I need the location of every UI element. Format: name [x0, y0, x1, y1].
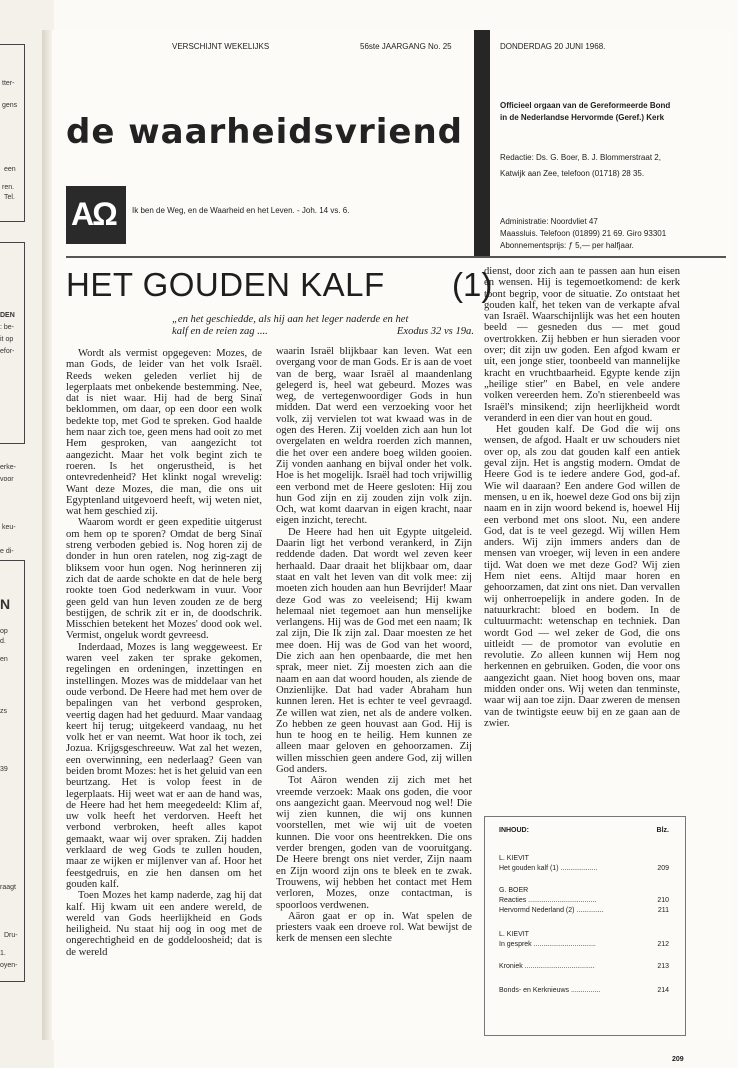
toc-heading-label: INHOUD:	[499, 827, 529, 834]
left-page-text: DEN	[0, 312, 15, 319]
left-page-text: gens	[2, 102, 18, 109]
administration-info	[500, 216, 666, 252]
toc-author: L. KIEVIT	[499, 855, 529, 862]
toc-entry[interactable]	[499, 963, 669, 970]
toc-entry-page: 209	[657, 865, 669, 872]
left-page-text: tter-	[2, 80, 15, 87]
toc-heading	[499, 827, 669, 834]
article-column-2	[276, 346, 472, 945]
page-number: 209	[672, 1056, 684, 1063]
toc-entry[interactable]	[499, 987, 669, 994]
toc-entry-page: 213	[657, 963, 669, 970]
toc-entry[interactable]	[499, 897, 669, 904]
left-page-text: it op	[0, 336, 14, 343]
article-title: HET GOUDEN KALF	[66, 266, 385, 303]
admin-line: Administratie: Noordvliet 47	[500, 217, 598, 226]
toc-entry-page: 211	[657, 907, 669, 914]
paragraph: dienst, door zich aan te passen aan hun eisen en wensen. Hij is tegemoetkomend: de kerk toont begrip, voor de situatie. Zo ontstaat het gouden kalf, het teken van de verkapte afval van Israël. Waarschijnlijk was het een houten beeld — gesneden dus — met goud overtrokken. Zij hebben er hun sieraden voor over; dit zijn uw goden. Een afgod kwam er uit, een jonge stier, toonbeeld van mannelijke kracht en vruchtbaarheid. Egypte kende zijn „heilige stier" en Babel, en vele andere volken vereerden hem. Zo'n stierenbeeld was Israël's minsikend; zijn heerlijkheid wordt veranderd in een dier van hout en goud.	[484, 266, 680, 424]
paragraph: Toen Mozes het kamp naderde, zag hij dat kalf. Hij kwam uit een andere wereld, de wereld van Gods heerlijkheid en Gods heiligheid. Nu staat hij oog in oog met de ongerechtigheid en de goddeloosheid; dat is de wereld	[66, 890, 262, 958]
left-page-text: N	[0, 596, 11, 612]
left-page-text: ren.	[2, 184, 15, 191]
left-page-text: Tel.	[4, 194, 15, 201]
left-page-text: 1.	[0, 950, 6, 957]
toc-entry-title: In gesprek ................................	[499, 941, 596, 948]
paragraph: De Heere had hen uit Egypte uitgeleid. Daarin ligt het verbond verankerd, in Zijn reddende daden. Dat wordt wel zeven keer herhaald. Daar draait het blijkbaar om, daar staat en valt het leven van dit volk mee: zij moeten zich houden aan hun Bevrijder! Maar deze God was zo veeleisend; Hij kwam helemaal niet tegemoet aan hun menselijke verlangens. Hij was de God met een naam; Ik zal zijn, Die Ik zijn zal. Daar moesten ze het mee doen. Hij was de God van het woord, Die zich aan hen openbaarde, die met hen sprak, meer niet. Zij moesten zich aan die naam en aan dat woord houden, als ziende de Onzienlijke. Dat had vader Abraham hun kunnen leren. Het is echter te veel gevraagd. Ze willen wat zien, net als de andere volken. Zo hebben ze geen houvast aan God. Hij is hun te hoog en te heilig. Hem kunnen ze alleen maar geloven en gehoorzamen. Zij willen misschien geen andere God, zij willen God anders.	[276, 526, 472, 775]
left-page-text: en	[0, 656, 8, 663]
left-page-text: op	[0, 628, 8, 635]
paragraph: waarin Israël blijkbaar kan leven. Wat een overgang voor de man Gods. Er is aan de voet van de berg, waar Israël al maandenlang gelegerd is, heel wat gebeurd. Mozes was weg, de vertegenwoordiger Gods in hun midden. Dat werd een verzoeking voor het volk, zij vervielen tot wat kwaad was in de ogen des Heren. Zij voelden zich aan hun lot overgelaten en weldra roerden zich mannen, die het over een andere boeg wilden gooien. Zij vonden aanhang en bijval onder het volk. Hoe is het mogelijk. Israël had toch vrijwillig een verbond met de Heere gesloten: Hij zou hun God zijn en zij zouden zijn volk zijn. Och, wat komt daarvan in eigen kracht, naar eigen inzicht, terecht.	[276, 346, 472, 527]
toc-author: L. KIEVIT	[499, 931, 529, 938]
epigraph-line: kalf en de reien zag ....	[172, 326, 268, 337]
left-page-text: 39	[0, 766, 8, 773]
volume-number: 56ste JAARGANG No. 25	[360, 42, 452, 51]
official-organ	[500, 100, 670, 124]
toc-author: G. BOER	[499, 887, 529, 894]
paragraph: Tot Aäron wenden zij zich met het vreemde verzoek: Maak ons goden, die voor ons aangezicht gaan. Meervoud nog wel! Die wij zien kunnen, die wij ons kunnen voorstellen, met wie wij uit de voeten kunnen. Die voor ons heentrekken. Die ons verder brengen, goden van de vooruitgang. De Heere brengt ons niet verder, Zijn naam en Zijn woord zijn ons te bleek en te zwak. Trouwens, wij hebben het contact met Hem verloren, Mozes, onze contactman, is spoorloos verdwenen.	[276, 775, 472, 911]
toc-entry[interactable]	[499, 907, 669, 914]
editorial-info	[500, 152, 661, 180]
paragraph: Wordt als vermist opgegeven: Mozes, de man Gods, de leider van het volk Israël. Reeds weken geleden verliet hij de legerplaats met onbekende bestemming. Nee, dat is niet waar. Hij had de berg Sinaï beklommen, om daar, op een door een wolk bedekte top, met God te spreken. God haalde hem naar zich toe, geen mens had ooit zo met Hem gesproken, van aangezicht tot aangezicht. Maar het volk begint zich te roeren. Is het ongerustheid, is het ontevredenheid? Het klinkt nogal wrevelig: Want deze Mozes, die man, die ons uit Egyptenland uitgevoerd heeft, wij weten niet, wat hem geschied zij.	[66, 348, 262, 518]
toc-entry-page: 214	[657, 987, 669, 994]
header-bar	[52, 38, 734, 52]
admin-line: Abonnementsprijs: ƒ 5,— per halfjaar.	[500, 241, 634, 250]
page-gutter	[42, 30, 52, 1040]
toc-entry-title: Kroniek ....................................	[499, 963, 595, 970]
editorial-line: Katwijk aan Zee, telefoon (01718) 28 35.	[500, 169, 645, 178]
toc-entry[interactable]	[499, 865, 669, 872]
editorial-line: Redactie: Ds. G. Boer, B. J. Blommerstraat 2,	[500, 153, 661, 162]
header-rule	[66, 256, 726, 258]
left-page-text: voor	[0, 476, 14, 483]
toc-entry-title: Bonds- en Kerknieuws ...............	[499, 987, 601, 994]
left-page-text: e di-	[0, 548, 14, 555]
toc-entry-title: Hervormd Nederland (2) ..............	[499, 907, 604, 914]
organ-line: in de Nederlandse Hervormde (Geref.) Kerk	[500, 113, 665, 122]
paragraph: Waarom wordt er geen expeditie uitgerust om hem op te sporen? Omdat de berg Sinaï streng verboden gebied is. Nog horen zij de donder in hun oren ratelen, nog zig-zagt de bliksem voor hun ogen. Nog herinneren zij zich dat de aarde schokte en dat de hele berg rookte toen God nederkwam in vuur. Voor geen geld van hun leven zouden ze de berg bestijgen, de schrik zit er in, de doodschrik. Misschien betekent het Mozes' dood ook wel. Vermist, ongeluk wordt gevreesd.	[66, 517, 262, 642]
toc-entry-page: 210	[657, 897, 669, 904]
motto: Ik ben de Weg, en de Waarheid en het Leven. - Joh. 14 vs. 6.	[132, 206, 350, 215]
organ-line: Officieel orgaan van de Gereformeerde Bond	[500, 101, 671, 110]
epigraph-reference: Exodus 32 vs 19a.	[396, 326, 474, 337]
publication-frequency: VERSCHIJNT WEKELIJKS	[172, 42, 270, 51]
toc-entry-title: Reacties ...................................	[499, 897, 597, 904]
left-page-text: Dru-	[4, 932, 18, 939]
left-page-text: zs	[0, 708, 7, 715]
toc-entry[interactable]	[499, 941, 669, 948]
left-page-box	[0, 242, 25, 444]
article-column-3	[484, 266, 680, 729]
left-page-text: efor-	[0, 348, 15, 355]
epigraph	[172, 314, 474, 338]
newspaper-page	[52, 30, 734, 1063]
left-page-text: oyen-	[0, 962, 18, 969]
masthead-title: de waarheidsvriend	[66, 112, 463, 152]
article-column-1	[66, 348, 262, 958]
alpha-omega-logo	[66, 186, 126, 244]
article-part-number: (1)	[452, 266, 493, 303]
left-page-text: : be-	[0, 324, 15, 331]
issue-date: DONDERDAG 20 JUNI 1968.	[500, 42, 606, 51]
epigraph-line: „en het geschiedde, als hij aan het leger naderde en het	[172, 314, 409, 325]
paragraph: Aäron gaat er op in. Wat spelen de priesters vaak een droeve rol. Wat bewijst de kerk de mensen een slechte	[276, 910, 472, 945]
table-of-contents	[484, 816, 686, 1036]
toc-page-heading: Blz.	[656, 827, 669, 834]
toc-entry-page: 212	[657, 941, 669, 948]
left-page-text: erke-	[0, 464, 16, 471]
paragraph: Inderdaad, Mozes is lang weggeweest. Er waren veel zaken ter sprake gekomen, regelingen en ordeningen, inzettingen en instellingen. Mozes was de middelaar van het oude verbond. De Heere had met hem over de bepalingen van het verbond gesproken, veertig dagen had het geduurd. Maar vandaag keert hij terug; uitgekeerd vandaag, nu het volk het er van neemt. Wat hoor ik toch, zei Jozua. Krijgsgeschreeuw. Wat zal het wezen, een overwinning, een nederlaag? Geen van beiden bromt Mozes: het is het geluid van een beurtzang. Het is volop feest in de legerplaats. Hij weet wat er aan de hand was, de Heere had het hem meegedeeld: Klim af, uw volk heeft het verdorven. Heeft het verbond verbroken, heeft alles kapot gemaakt, waar wij over spraken. Zij hadden verklaard de weg Gods te zullen houden, maar ze wijken er mijlenver van af. Hoor het feestgedruis, en zie hen dansen om het gouden kalf.	[66, 641, 262, 890]
toc-entry-title: Het gouden kalf (1) ...................	[499, 865, 598, 872]
left-page-text: keu-	[2, 524, 16, 531]
admin-line: Maassluis. Telefoon (01899) 21 69. Giro 93301	[500, 229, 667, 238]
left-page-text: raagt	[0, 884, 16, 891]
logo-letters: AΩ	[71, 196, 116, 232]
left-page-text: een	[4, 166, 16, 173]
adjacent-page-fragment	[0, 44, 26, 1004]
paragraph: Het gouden kalf. De God die wij ons wensen, de afgod. Haalt er uw schouders niet over op, als zou dat gouden kalf een antiek geval zijn. Het is angstig modern. Omdat de Heere God is te iedere andere God, god-af. Wie wil daaraan? Een andere God willen de mensen, u en ik, hoewel deze God ons bij zijn naam en in zijn woord bekend is, hoewel Hij een verbond met ons sloot. Nu, een andere God, dat is te veel gezegd. Wij willen Hem anders. Wij zijn immers anders dan de mensen van vroeger, wij leven in een andere tijd. Wat doen we met deze God? Wij zien Hem niet eens. Altijd maar horen en gehoorzamen, dat zint ons niet. Dan vervallen wij onherroepelijk in andere goden. In de natuurkracht: bloed en bodem. In de cultuurmacht: wetenschap en techniek. Dan wordt God — wel zeker de God, die ons uitleidt — de promotor van evolutie en revolutie. Zo alleen kunnen wij Hem nog herkennen en gebruiken. Goden, die voor ons aangezicht gaan. Niet hoog boven ons, maar midden onder ons. Wij weten dan tenminste, waar wij aan toe zijn. Daar zweren de mensen van de twintigste eeuw bij en ze gaan aan de zwier.	[484, 424, 680, 729]
masthead-divider-bar	[474, 30, 490, 258]
left-page-text: d.	[0, 638, 6, 645]
